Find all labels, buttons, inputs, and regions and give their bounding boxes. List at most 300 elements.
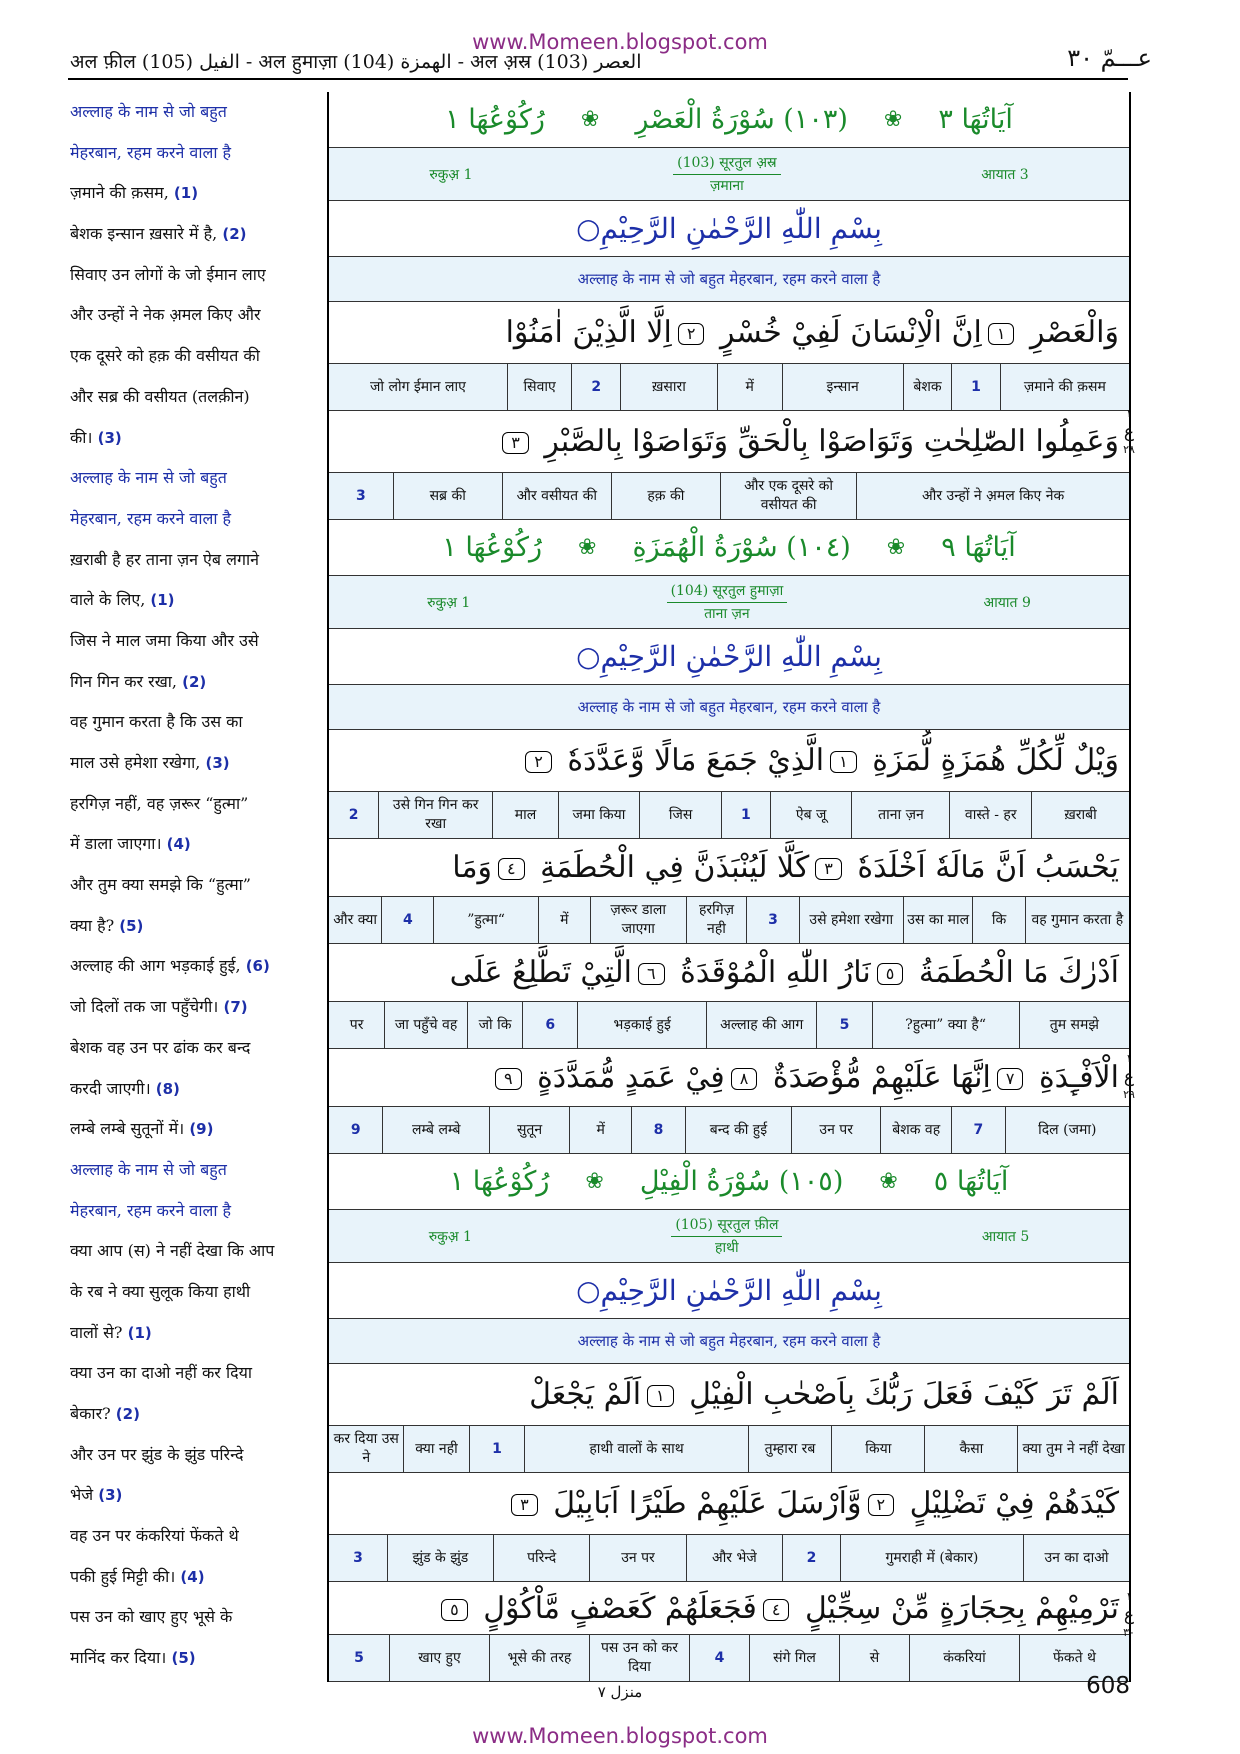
word-meaning-grid xyxy=(329,1426,1129,1472)
word-meaning: और भेजे xyxy=(686,1535,782,1581)
verse-number: (2) xyxy=(182,672,207,691)
quran-text-panel xyxy=(327,92,1131,1682)
row-grid xyxy=(329,1002,1129,1049)
row-trans xyxy=(329,257,1129,302)
translation-text: अल्लाह के नाम से जो बहुत xyxy=(70,1159,227,1179)
ayah-end-marker: ٣ xyxy=(511,1494,538,1516)
translation-text: ख़राबी है हर ताना ज़न ऐब लगाने xyxy=(70,549,260,569)
translation-line xyxy=(70,662,320,703)
surah-title-block xyxy=(667,580,788,625)
flower-icon: ❀ xyxy=(886,534,906,560)
word-meaning: वास्ते - हर xyxy=(949,792,1031,838)
verse-number: 5 xyxy=(816,1002,871,1048)
ayah-end-marker: ٨ xyxy=(731,1068,758,1090)
ayat-count: आयात 5 xyxy=(981,1228,1030,1245)
translation-line xyxy=(70,458,320,499)
arabic-text: الْاَفْـِٕدَةِ xyxy=(1038,1060,1119,1095)
word-meaning: कैसा xyxy=(924,1426,1017,1472)
arabic-text: كَلَّا لَيُنْبَذَنَّ فِي الْحُطَمَةِ xyxy=(540,850,810,885)
word-meaning: जमा किया xyxy=(558,792,640,838)
word-meaning: उस का माल xyxy=(903,897,973,943)
translation-line xyxy=(70,1638,320,1679)
ruku-mark-28: ١ ع ٢٨ xyxy=(1123,407,1135,456)
word-meaning: हाथी वालों के साथ xyxy=(524,1426,747,1472)
translation-line xyxy=(70,1069,320,1110)
word-meaning: खाए हुए xyxy=(389,1635,489,1681)
arabic-text: اَدْرٰكَ مَا الْحُطَمَةُ xyxy=(918,955,1119,990)
translation-text: वालों से? xyxy=(70,1322,123,1342)
verse-number: (6) xyxy=(245,957,270,976)
juz-label: عـــمّ ٣٠ xyxy=(1067,44,1152,72)
translation-text: भेजे xyxy=(70,1485,94,1505)
hindi-translation-column xyxy=(70,92,320,1679)
word-meaning: और क्या xyxy=(333,911,377,928)
surah-name: (١٠٥) سُوْرَةُ الْفِيْلِ xyxy=(639,1165,844,1197)
translation-line xyxy=(70,906,320,947)
word-meaning-grid xyxy=(329,897,1129,943)
translation-text: क्या है? xyxy=(70,915,115,935)
word-meaning: तुम समझे xyxy=(1019,1002,1129,1048)
row-grid xyxy=(329,1107,1129,1154)
translation-text: अल्लाह के नाम से जो बहुत xyxy=(70,468,227,488)
arabic-text: وَيْلٌ لِّكُلِّ هُمَزَةٍ لُّمَزَةِ xyxy=(872,743,1119,778)
translation-line xyxy=(70,824,320,865)
verse-number: (8) xyxy=(155,1079,180,1098)
row-trans xyxy=(329,685,1129,730)
translation-text: सिवाए उन लोगों के जो ईमान लाए xyxy=(70,264,266,284)
word-meaning: ख़राबी xyxy=(1031,792,1129,838)
row-info xyxy=(329,576,1129,629)
surah-title-block xyxy=(673,152,781,197)
surah-name: (١٠٣) سُوْرَةُ الْعَصْرِ xyxy=(635,103,848,135)
translation-text: और उन्हों ने नेक अ़मल किए और xyxy=(70,305,261,325)
arabic-text: نَارُ اللّٰهِ الْمُوْقَدَةُ xyxy=(680,955,871,990)
translation-text: जो दिलों तक जा पहुँचेगी। xyxy=(70,997,219,1017)
translation-text: की। xyxy=(70,427,93,447)
translation-line xyxy=(70,1516,320,1557)
surah-ruku-count: رُكُوْعُهَا ١ xyxy=(449,1165,550,1197)
ayah-end-marker: ٣ xyxy=(815,858,842,880)
word-meaning: उन पर xyxy=(791,1107,880,1153)
ayat-count: आयात 9 xyxy=(983,594,1031,611)
row-trans xyxy=(329,1319,1129,1364)
translation-line xyxy=(70,255,320,296)
row-grid xyxy=(329,1426,1129,1473)
translation-text: वाले के लिए, xyxy=(70,590,146,610)
verse-number: (1) xyxy=(173,184,199,203)
translation-line xyxy=(70,621,320,662)
verse-number: (7) xyxy=(223,998,248,1017)
verse-number: 4 xyxy=(381,897,433,943)
translation-text: बेशक वह उन पर ढांक कर बन्द xyxy=(70,1037,251,1057)
row-ayah xyxy=(329,944,1129,1002)
translation-text: गिन गिन कर रखा, xyxy=(70,671,178,691)
verse-number: (3) xyxy=(97,428,122,447)
translation-line xyxy=(70,1475,320,1516)
translation-text: और उन पर झुंड के झुंड परिन्दे xyxy=(70,1444,244,1464)
translation-line xyxy=(70,1272,320,1313)
manzil-label: منزل ٧ xyxy=(597,1683,643,1701)
word-meaning-grid xyxy=(329,364,1129,410)
flower-icon: ❀ xyxy=(879,1168,898,1194)
ayah-end-marker: ٩ xyxy=(495,1068,522,1090)
header-rule xyxy=(68,78,1128,80)
ayat-count: आयात 3 xyxy=(981,166,1029,183)
word-meaning: उन का दाओ xyxy=(1023,1535,1129,1581)
ayah-end-marker: ٢ xyxy=(678,323,705,345)
verse-number: 1 xyxy=(469,1426,525,1472)
translation-text: अल्लाह की आग भड़काई हुई, xyxy=(70,956,241,976)
translation-line xyxy=(70,1557,320,1598)
translation-line xyxy=(70,540,320,581)
verse-number: (1) xyxy=(127,1323,152,1342)
translation-text: बेशक इन्सान ख़सारे में है, xyxy=(70,224,218,244)
flower-icon: ❀ xyxy=(585,1168,604,1194)
verse-number: (2) xyxy=(222,225,247,244)
row-bism xyxy=(329,201,1129,257)
ayah-end-marker: ١ xyxy=(988,323,1015,345)
footer-website[interactable]: www.Momeen.blogspot.com xyxy=(472,1724,768,1748)
verse-number: 3 xyxy=(353,1549,363,1566)
word-meaning: ज़माने की क़सम xyxy=(1000,364,1129,410)
ayah-end-marker: ٧ xyxy=(997,1068,1024,1090)
word-meaning: “हुत्मा” xyxy=(433,897,537,943)
surah-meaning: ज़माना xyxy=(709,177,744,194)
translation-line xyxy=(70,295,320,336)
translation-line xyxy=(70,743,320,784)
flower-icon: ❀ xyxy=(578,534,597,560)
translation-line xyxy=(70,418,320,459)
verse-number: 2 xyxy=(571,364,619,410)
surah-ayat-count: آيَاتُهَا ٥ xyxy=(933,1165,1009,1197)
translation-text: क्या आप (स) ने नहीं देखा कि आप xyxy=(70,1241,275,1261)
word-meaning: सिवाए xyxy=(507,364,572,410)
word-meaning: कर दिया उस ने xyxy=(333,1431,399,1466)
flower-icon: ❀ xyxy=(883,106,903,132)
word-meaning: कि xyxy=(972,897,1024,943)
verse-number: 5 xyxy=(354,1649,364,1666)
translation-text: क्या उन का दाओ नहीं कर दिया xyxy=(70,1363,253,1383)
surah-ayat-count: آيَاتُهَا ٩ xyxy=(941,531,1016,563)
arabic-text: فِيْ عَمَدٍ مُّمَدَّدَةٍ xyxy=(537,1060,725,1095)
word-meaning: क्या तुम ने नहीं देखा xyxy=(1017,1426,1129,1472)
translation-text: मेहरबान, रहम करने वाला है xyxy=(70,142,232,162)
arabic-text: وَمَا xyxy=(452,850,492,885)
word-meaning: और उन्हों ने अ़मल किए नेक xyxy=(856,473,1129,519)
arabic-text: الَّتِيْ تَطَّلِعُ عَلَى xyxy=(449,955,632,990)
ayah-end-marker: ٢ xyxy=(525,751,552,773)
surah-ruku-count: رُكُوْعُهَا ١ xyxy=(445,103,545,135)
ayah-end-marker: ١ xyxy=(830,751,857,773)
word-meaning: जिस xyxy=(639,792,721,838)
verse-number: 9 xyxy=(350,1121,361,1138)
translation-line xyxy=(70,1191,320,1232)
word-meaning: पर xyxy=(349,1016,364,1033)
arabic-text: اِلَّا الَّذِيْنَ اٰمَنُوْا xyxy=(505,315,672,350)
verse-number: 1 xyxy=(721,792,770,838)
translation-line xyxy=(70,133,320,174)
word-meaning: में xyxy=(717,364,782,410)
word-meaning: ज़रूर डाला जाएगा xyxy=(590,897,686,943)
verse-number: 2 xyxy=(782,1535,840,1581)
verse-number: (9) xyxy=(189,1120,214,1139)
arabic-text: اَلَمْ تَرَ كَيْفَ فَعَلَ رَبُّكَ بِاَصْحٰبِ الْفِيْلِ xyxy=(689,1377,1119,1412)
verse-number: 3 xyxy=(356,487,366,504)
translation-line xyxy=(70,173,320,214)
translation-line xyxy=(70,1028,320,1069)
verse-number: 6 xyxy=(522,1002,577,1048)
arabic-text: الَّذِيْ جَمَعَ مَالًا وَّعَدَّدَهٗ xyxy=(567,743,825,778)
row-ayah xyxy=(329,411,1129,473)
bismillah-translation: अल्लाह के नाम से जो बहुत मेहरबान, रहम करने वाला है xyxy=(577,698,881,716)
word-meaning: ऐब जू xyxy=(770,792,852,838)
translation-line xyxy=(70,987,320,1028)
verse-number: 2 xyxy=(348,806,359,823)
surah-meaning: हाथी xyxy=(715,1239,739,1256)
verse-number: (5) xyxy=(171,1649,196,1668)
bismillah: بِسْمِ اللّٰهِ الرَّحْمٰنِ الرَّحِيْمِ○ xyxy=(576,1274,882,1307)
ruku-count: रुकुअ़ 1 xyxy=(428,1228,472,1245)
row-surah xyxy=(329,92,1129,148)
row-ayah xyxy=(329,1473,1129,1535)
word-meaning: सुतून xyxy=(489,1107,569,1153)
page-number: 608 xyxy=(1086,1673,1130,1699)
ayah-end-marker: ٦ xyxy=(638,963,665,985)
row-grid xyxy=(329,1535,1129,1582)
ruku-count: रुकुअ़ 1 xyxy=(427,594,471,611)
ruku-count: रुकुअ़ 1 xyxy=(429,166,473,183)
row-surah xyxy=(329,1154,1129,1210)
verse-number: (4) xyxy=(166,835,191,854)
row-ayah xyxy=(329,839,1129,897)
row-bism xyxy=(329,1263,1129,1319)
translation-text: के रब ने क्या सुलूक किया हाथी xyxy=(70,1281,251,1301)
arabic-text: اِنَّهَا عَلَيْهِمْ مُّؤْصَدَةٌ xyxy=(772,1060,991,1095)
word-meaning: और वसीयत की xyxy=(502,473,611,519)
translation-text: वह गुमान करता है कि उस का xyxy=(70,712,243,732)
flower-icon: ❀ xyxy=(580,106,600,132)
row-info xyxy=(329,148,1129,201)
word-meaning: उसे हमेशा रखेगा xyxy=(799,897,903,943)
row-ayah xyxy=(329,1582,1129,1635)
ruku-mark-30: ١ ع ٣٠ xyxy=(1123,1590,1135,1639)
row-grid xyxy=(329,1635,1129,1682)
word-meaning: इन्सान xyxy=(782,364,903,410)
translation-line xyxy=(70,336,320,377)
word-meaning: बेशक xyxy=(903,364,951,410)
word-meaning: पस उन को कर दिया xyxy=(589,1635,689,1681)
word-meaning: में xyxy=(538,897,590,943)
verse-number: 7 xyxy=(951,1107,1004,1153)
running-title: अल फ़ील (105) الفيل - अल हुमाज़ा (104) الهمزة - अल अ़स्र (103) العصر xyxy=(70,51,642,73)
translation-line xyxy=(70,1597,320,1638)
surah-name: (١٠٤) سُوْرَةُ الْهُمَزَةِ xyxy=(632,531,851,563)
translation-line xyxy=(70,1109,320,1150)
word-meaning: सब्र की xyxy=(393,473,502,519)
word-meaning: हक़ की xyxy=(611,473,720,519)
verse-number: (4) xyxy=(180,1567,205,1586)
bismillah-translation: अल्लाह के नाम से जो बहुत मेहरबान, रहम करने वाला है xyxy=(577,1332,881,1350)
row-ayah xyxy=(329,302,1129,364)
word-meaning: तुम्हारा रब xyxy=(748,1426,832,1472)
verse-number: 8 xyxy=(631,1107,684,1153)
bismillah: بِسْمِ اللّٰهِ الرَّحْمٰنِ الرَّحِيْمِ○ xyxy=(576,640,882,673)
word-meaning: फेंकते थे xyxy=(1019,1635,1129,1681)
word-meaning-grid xyxy=(329,473,1129,519)
arabic-text: اِنَّ الْاِنْسَانَ لَفِيْ خُسْرٍ xyxy=(719,315,982,350)
ruku-mark-29: ١ ع ٢٩ xyxy=(1123,1052,1135,1101)
word-meaning: भड़काई हुई xyxy=(577,1002,706,1048)
row-bism xyxy=(329,629,1129,685)
translation-text: अल्लाह के नाम से जो बहुत xyxy=(70,102,227,121)
word-meaning: परिन्दे xyxy=(493,1535,589,1581)
verse-number: (2) xyxy=(115,1405,140,1423)
verse-number: 4 xyxy=(689,1635,749,1681)
bismillah: بِسْمِ اللّٰهِ الرَّحْمٰنِ الرَّحِيْمِ○ xyxy=(576,212,882,245)
word-meaning: अल्लाह की आग xyxy=(706,1002,816,1048)
translation-text: हरगिज़ नहीं, वह ज़रूर “हुत्मा” xyxy=(70,793,249,813)
translation-line xyxy=(70,499,320,540)
word-meaning-grid xyxy=(329,1002,1129,1048)
translation-line xyxy=(70,946,320,987)
row-ayah xyxy=(329,1364,1129,1426)
word-meaning: झुंड के झुंड xyxy=(387,1535,493,1581)
word-meaning-grid xyxy=(329,1535,1129,1581)
translation-text: में डाला जाएगा। xyxy=(70,834,162,854)
word-meaning: माल xyxy=(492,792,557,838)
ayah-end-marker: ١ xyxy=(647,1385,674,1407)
ayah-end-marker: ٤ xyxy=(763,1599,790,1621)
word-meaning: कंकरियां xyxy=(909,1635,1019,1681)
word-meaning: भूसे की तरह xyxy=(489,1635,589,1681)
translation-text: वह उन पर कंकरियां फेंकते थे xyxy=(70,1526,239,1546)
arabic-text: كَيْدَهُمْ فِيْ تَضْلِيْلٍ xyxy=(909,1486,1119,1521)
row-grid xyxy=(329,897,1129,944)
word-meaning: जो लोग ईमान लाए xyxy=(370,378,466,395)
word-meaning-grid xyxy=(329,1107,1129,1153)
translation-text: मेहरबान, रहम करने वाला है xyxy=(70,508,232,528)
translation-text: और तुम क्या समझे कि “हुत्मा” xyxy=(70,875,251,895)
translation-line xyxy=(70,1435,320,1476)
word-meaning: बेशक वह xyxy=(880,1107,951,1153)
verse-number: (5) xyxy=(119,916,144,935)
translation-text: माल उसे हमेशा रखेगा, xyxy=(70,753,201,772)
translation-text: एक दूसरे को हक़ की वसीयत की xyxy=(70,346,260,366)
ayah-end-marker: ٤ xyxy=(498,858,525,880)
ayah-end-marker: ٢ xyxy=(868,1494,895,1516)
translation-line xyxy=(70,1150,320,1191)
arabic-text: اَلَمْ يَجْعَلْ xyxy=(529,1377,642,1412)
word-meaning-grid xyxy=(329,792,1129,838)
word-meaning: वह गुमान करता है xyxy=(1025,897,1129,943)
word-meaning: दिल (जमा) xyxy=(1005,1107,1129,1153)
surah-meaning: ताना ज़न xyxy=(704,605,750,622)
word-meaning: बन्द की हुई xyxy=(685,1107,792,1153)
translation-line xyxy=(70,1313,320,1354)
translation-text: और सब्र की वसीयत (तलक़ीन) xyxy=(70,386,250,406)
word-meaning: जा पहुँचे वह xyxy=(384,1002,467,1048)
word-meaning: किया xyxy=(831,1426,924,1472)
word-meaning: ख़सारा xyxy=(620,364,717,410)
ayah-end-marker: ٣ xyxy=(502,432,529,454)
arabic-text: وَّاَرْسَلَ عَلَيْهِمْ طَيْرًا اَبَابِيْلَ xyxy=(553,1486,862,1521)
translation-text: जिस ने माल जमा किया और उसे xyxy=(70,630,259,650)
surah-title-hindi: (103) सूरतुल अ़स्र xyxy=(673,152,781,175)
surah-title-hindi: (105) सूरतुल फ़ील xyxy=(671,1214,782,1237)
verse-number: 3 xyxy=(746,897,798,943)
word-meaning: लम्बे लम्बे xyxy=(382,1107,489,1153)
verse-number: (1) xyxy=(150,591,175,610)
surah-title-hindi: (104) सूरतुल हुमाज़ा xyxy=(667,580,788,603)
ayah-end-marker: ٥ xyxy=(441,1599,468,1621)
arabic-text: وَعَمِلُوا الصّٰلِحٰتِ وَتَوَاصَوْا بِالْحَقِّ وَتَوَاصَوْا بِالصَّبْرِ xyxy=(544,424,1119,459)
arabic-text: وَالْعَصْرِ xyxy=(1029,315,1119,350)
translation-text: लम्बे लम्बे सुतूनों में। xyxy=(70,1119,185,1139)
word-meaning: और एक दूसरे को वसीयत की xyxy=(720,473,856,519)
translation-line xyxy=(70,214,320,255)
translation-line xyxy=(70,580,320,621)
arabic-text: يَحْسَبُ اَنَّ مَالَهٗ اَخْلَدَهٗ xyxy=(857,850,1119,885)
row-grid xyxy=(329,473,1129,520)
word-meaning: जो कि xyxy=(467,1002,522,1048)
verse-number: (3) xyxy=(205,754,230,772)
bismillah-translation: अल्लाह के नाम से जो बहुत मेहरबान, रहम करने वाला है xyxy=(577,270,881,288)
translation-line xyxy=(70,1394,320,1435)
arabic-text: تَرْمِيْهِمْ بِحِجَارَةٍ مِّنْ سِجِّيْلٍ xyxy=(804,1591,1119,1626)
row-ayah xyxy=(329,1049,1129,1107)
word-meaning: संगे गिल xyxy=(749,1635,839,1681)
row-surah xyxy=(329,520,1129,576)
header-website[interactable]: www.Momeen.blogspot.com xyxy=(472,30,768,54)
row-info xyxy=(329,1210,1129,1263)
translation-text: बेकार? xyxy=(70,1404,111,1423)
word-meaning: हरगिज़ नही xyxy=(686,897,747,943)
word-meaning: से xyxy=(839,1635,909,1681)
translation-text: पस उन को खाए हुए भूसे के xyxy=(70,1607,233,1627)
translation-text: मेहरबान, रहम करने वाला है xyxy=(70,1200,232,1220)
translation-text: मानिंद कर दिया। xyxy=(70,1648,167,1668)
translation-line xyxy=(70,1353,320,1394)
translation-text: पकी हुई मिट्टी की। xyxy=(70,1566,176,1586)
verse-number: 1 xyxy=(951,364,999,410)
word-meaning: में xyxy=(569,1107,631,1153)
arabic-text: فَجَعَلَهُمْ كَعَصْفٍ مَّاْكُوْلٍ xyxy=(483,1591,757,1626)
translation-line xyxy=(70,784,320,825)
translation-line xyxy=(70,1231,320,1272)
word-meaning: उन पर xyxy=(589,1535,685,1581)
row-ayah xyxy=(329,730,1129,792)
translation-text: करदी जाएगी। xyxy=(70,1078,151,1098)
word-meaning: क्या नही xyxy=(403,1426,468,1472)
row-grid xyxy=(329,792,1129,839)
translation-line xyxy=(70,865,320,906)
ayah-end-marker: ٥ xyxy=(877,963,904,985)
word-meaning: उसे गिन गिन कर रखा xyxy=(378,792,492,838)
surah-title-block xyxy=(671,1214,782,1259)
surah-ayat-count: آيَاتُهَا ٣ xyxy=(938,103,1013,135)
translation-line xyxy=(70,377,320,418)
verse-number: (3) xyxy=(98,1486,123,1505)
surah-ruku-count: رُكُوْعُهَا ١ xyxy=(442,531,542,563)
translation-line xyxy=(70,92,320,133)
word-meaning: गुमराही में (बेकार) xyxy=(840,1535,1023,1581)
word-meaning: “हुत्मा” क्या है? xyxy=(872,1002,1019,1048)
translation-line xyxy=(70,702,320,743)
word-meaning-grid xyxy=(329,1635,1129,1681)
word-meaning: ताना ज़न xyxy=(851,792,949,838)
row-grid xyxy=(329,364,1129,411)
translation-text: ज़माने की क़सम, xyxy=(70,183,169,203)
